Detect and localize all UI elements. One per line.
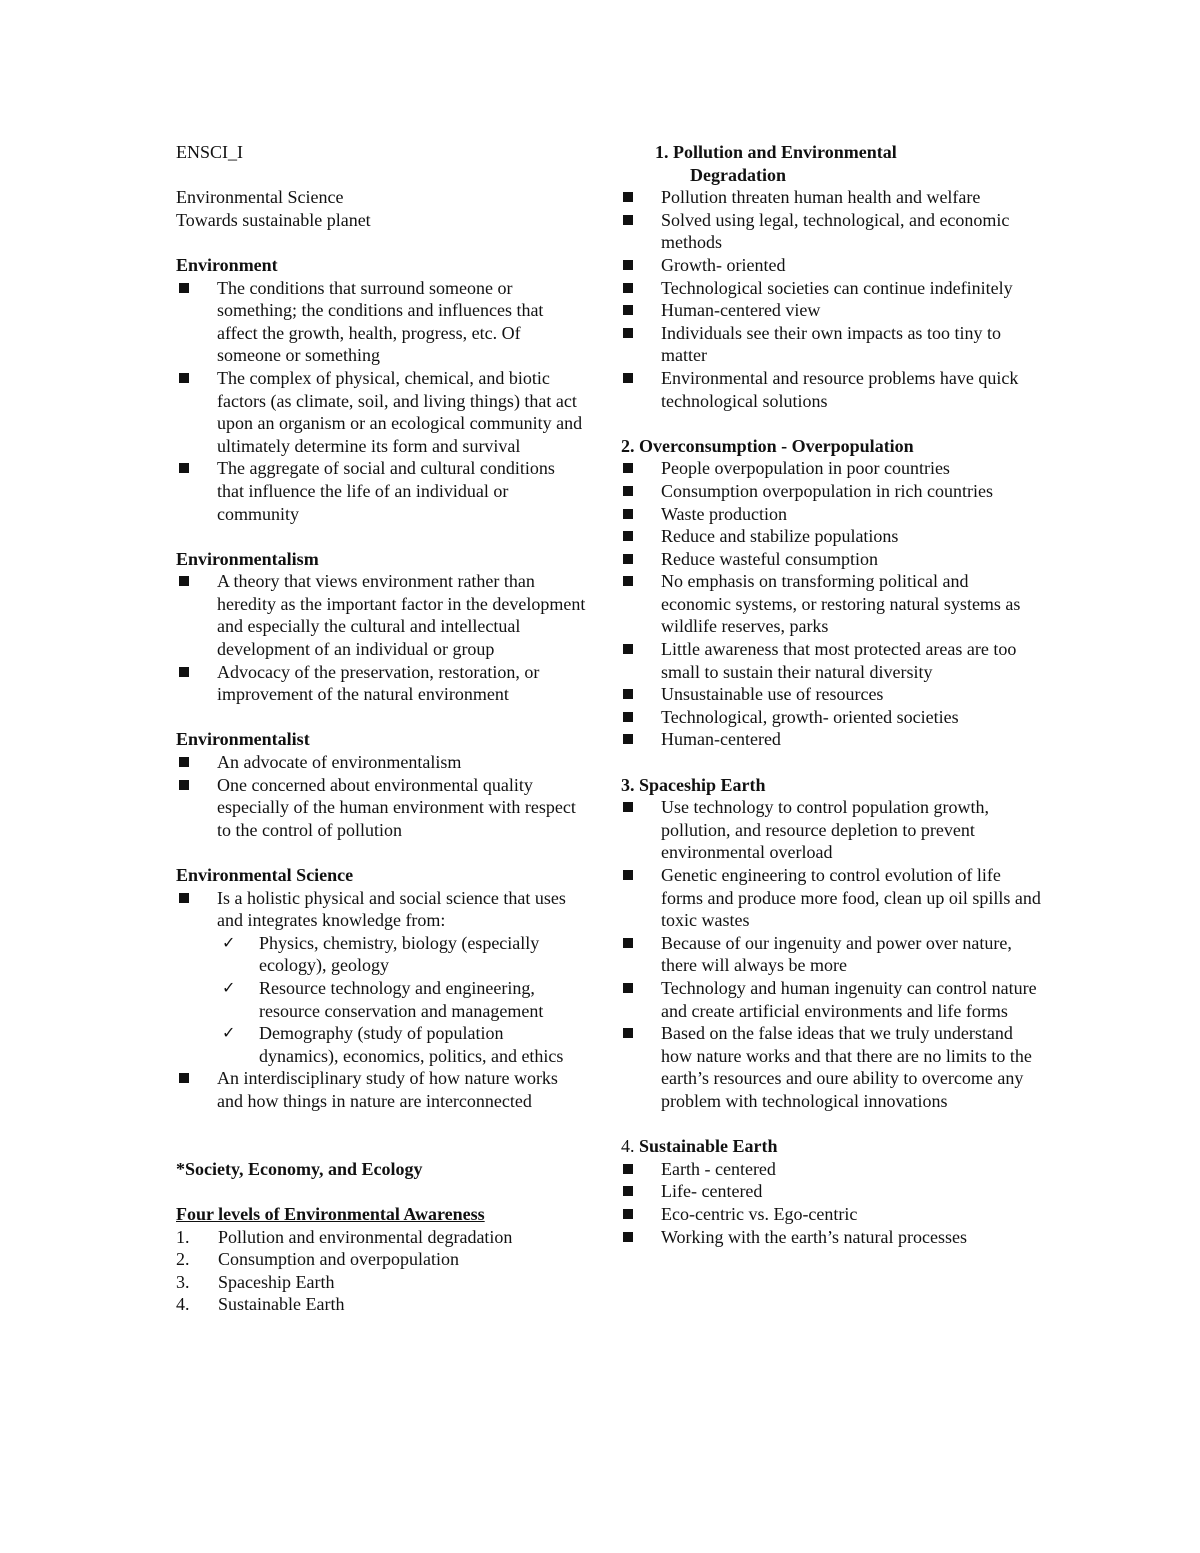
list-item: One concerned about environmental quality especially of the human environment with respect to the control of pollution	[176, 774, 586, 842]
document-title: Environmental Science	[176, 187, 344, 208]
list-item: The aggregate of social and cultural conditions that influence the life of an individual or community	[176, 457, 586, 525]
list-item: The complex of physical, chemical, and biotic factors (as climate, soil, and living things) that act upon an organism or an ecological community and ultimately determine its form and survival	[176, 367, 586, 457]
environmentalism-heading: Environmentalism	[176, 548, 319, 569]
numbered-item: 3. Spaceship Earth	[176, 1271, 335, 1292]
list-item: Based on the false ideas that we truly understand how nature works and that there are no limits to the earth’s resources and oure ability to overcome any problem with technological innovations	[621, 1022, 1041, 1112]
square-bullet-icon	[179, 463, 189, 473]
list-item: Environmental and resource problems have quick technological solutions	[621, 367, 1041, 412]
list-item: Unsustainable use of resources	[621, 683, 1041, 706]
square-bullet-icon	[179, 893, 189, 903]
square-bullet-icon	[623, 463, 633, 473]
list-item: Growth- oriented	[621, 254, 1041, 277]
square-bullet-icon	[623, 509, 633, 519]
checklist-item: ✓ Resource technology and engineering, resource conservation and management	[222, 977, 544, 1021]
square-bullet-icon	[179, 780, 189, 790]
document-subtitle: Towards sustainable planet	[176, 209, 371, 230]
list-item: Life- centered	[621, 1180, 1041, 1203]
list-item: Genetic engineering to control evolution of life forms and produce more food, clean up oil spills and toxic wastes	[621, 864, 1041, 932]
square-bullet-icon	[623, 1164, 633, 1174]
square-bullet-icon	[623, 870, 633, 880]
list-item: Human-centered view	[621, 299, 1041, 322]
list-item: Working with the earth’s natural processes	[621, 1226, 1041, 1249]
section-3-heading: 3. Spaceship Earth	[621, 774, 766, 795]
section-2-heading: 2. Overconsumption - Overpopulation	[621, 435, 914, 456]
square-bullet-icon	[623, 734, 633, 744]
square-bullet-icon	[623, 938, 633, 948]
list-item: Technological, growth- oriented societies	[621, 706, 1041, 729]
course-code: ENSCI_I	[176, 142, 243, 162]
square-bullet-icon	[623, 712, 633, 722]
checkmark-icon: ✓	[222, 977, 236, 997]
square-bullet-icon	[623, 192, 633, 202]
list-item: The conditions that surround someone or something; the conditions and influences that affect the growth, health, progress, etc. Of someone or something	[176, 277, 586, 367]
list-item: Reduce and stabilize populations	[621, 525, 1041, 548]
awareness-heading: Four levels of Environmental Awareness	[176, 1203, 485, 1224]
list-item: Use technology to control population growth, pollution, and resource depletion to prevent environmental overload	[621, 796, 1041, 864]
square-bullet-icon	[623, 1186, 633, 1196]
list-item: Eco-centric vs. Ego-centric	[621, 1203, 1041, 1226]
checkmark-icon: ✓	[222, 1023, 236, 1043]
numbered-item: 2. Consumption and overpopulation	[176, 1249, 459, 1270]
square-bullet-icon	[623, 1232, 633, 1242]
checklist-item: ✓ Physics, chemistry, biology (especially ecology), geology	[222, 932, 540, 976]
square-bullet-icon	[623, 215, 633, 225]
list-item: No emphasis on transforming political and economic systems, or restoring natural systems as wildlife reserves, parks	[621, 570, 1041, 638]
society-heading: *Society, Economy, and Ecology	[176, 1158, 423, 1179]
list-item: Individuals see their own impacts as too tiny to matter	[621, 322, 1041, 367]
list-item: Human-centered	[621, 728, 1041, 751]
square-bullet-icon	[623, 260, 633, 270]
list-item: A theory that views environment rather than heredity as the important factor in the development and especially the cultural and intellectual development of an individual or group	[176, 570, 586, 660]
square-bullet-icon	[623, 305, 633, 315]
left-column	[176, 141, 586, 1316]
list-item: Waste production	[621, 503, 1041, 526]
numbered-item: 4. Sustainable Earth	[176, 1294, 345, 1315]
square-bullet-icon	[623, 283, 633, 293]
square-bullet-icon	[179, 667, 189, 677]
environment-heading: Environment	[176, 254, 278, 275]
square-bullet-icon	[623, 1028, 633, 1038]
square-bullet-icon	[179, 373, 189, 383]
list-item: Advocacy of the preservation, restoration, or improvement of the natural environment	[176, 661, 586, 706]
list-item: Pollution threaten human health and welfare	[621, 186, 1041, 209]
square-bullet-icon	[179, 283, 189, 293]
environmentalist-heading: Environmentalist	[176, 729, 310, 750]
square-bullet-icon	[623, 554, 633, 564]
list-item: Consumption overpopulation in rich countries	[621, 480, 1041, 503]
checklist-item: ✓ Demography (study of population dynamics), economics, politics, and ethics	[222, 1023, 564, 1066]
environmental-science-heading: Environmental Science	[176, 865, 354, 885]
square-bullet-icon	[179, 1073, 189, 1083]
list-item: Reduce wasteful consumption	[621, 548, 1041, 571]
square-bullet-icon	[623, 1209, 633, 1219]
square-bullet-icon	[623, 644, 633, 654]
list-item: Little awareness that most protected areas are too small to sustain their natural diversity	[621, 638, 1041, 683]
square-bullet-icon	[623, 373, 633, 383]
list-item: Technology and human ingenuity can control nature and create artificial environments and life forms	[621, 977, 1041, 1022]
checkmark-icon: ✓	[222, 932, 236, 952]
square-bullet-icon	[179, 757, 189, 767]
section-1-heading: 1. Pollution and Environmental Degradation	[655, 142, 897, 185]
right-column	[621, 141, 1041, 1248]
section-4-heading: 4. Sustainable Earth	[621, 1136, 778, 1157]
list-item: Earth - centered	[621, 1158, 1041, 1181]
list-item: Technological societies can continue indefinitely	[621, 277, 1041, 300]
numbered-item: 1. Pollution and environmental degradation	[176, 1226, 513, 1247]
list-item: An interdisciplinary study of how nature works and how things in nature are interconnected	[176, 1067, 586, 1112]
list-item: People overpopulation in poor countries	[621, 457, 1041, 480]
square-bullet-icon	[623, 531, 633, 541]
square-bullet-icon	[623, 983, 633, 993]
square-bullet-icon	[623, 576, 633, 586]
list-item: Solved using legal, technological, and economic methods	[621, 209, 1041, 254]
square-bullet-icon	[623, 802, 633, 812]
square-bullet-icon	[623, 486, 633, 496]
list-item: Is a holistic physical and social science that uses and integrates knowledge from:	[176, 887, 586, 932]
square-bullet-icon	[623, 328, 633, 338]
list-item: Because of our ingenuity and power over nature, there will always be more	[621, 932, 1041, 977]
square-bullet-icon	[179, 576, 189, 586]
square-bullet-icon	[623, 689, 633, 699]
list-item: An advocate of environmentalism	[176, 751, 586, 774]
